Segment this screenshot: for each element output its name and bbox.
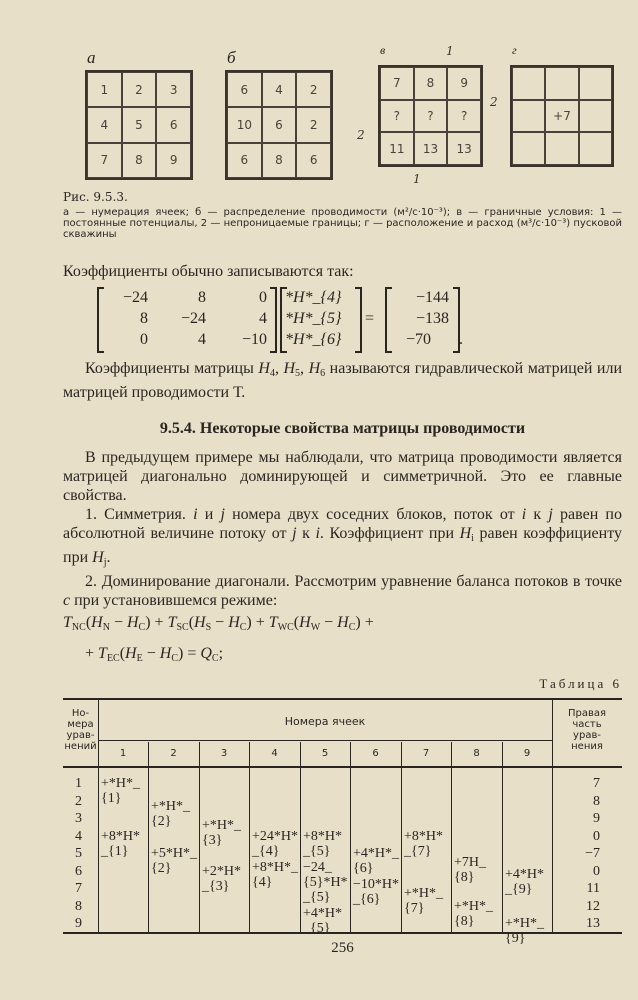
table-divider xyxy=(199,742,200,932)
grid-cell: ? xyxy=(414,100,448,133)
grid-cell: 10 xyxy=(227,107,262,142)
grid-cell: 6 xyxy=(262,107,297,142)
equation-line-2: + $T_{EC}(H_E - H_C) = Q_C$; xyxy=(85,645,224,664)
table-title: Таблица 6 xyxy=(539,676,622,691)
matrix-entry: −24 xyxy=(122,289,148,306)
grid-cell: 4 xyxy=(87,107,122,142)
table-entry: +8*H*_{4} xyxy=(252,859,299,890)
matrix-entry: −10 xyxy=(241,331,267,348)
equation-number: 6 xyxy=(75,863,82,879)
header-rhs: Правая часть урав- нения xyxy=(567,708,607,752)
cell-grid xyxy=(378,65,483,167)
equation-line-1: $T_{NC}(H_N - H_C) + T_{SC}(H_S - H_C) + T_{WC}(H_W - H_C)$ + xyxy=(63,614,374,633)
rhs-value: 11 xyxy=(586,881,600,896)
equation-number: 1 xyxy=(75,776,82,791)
grid-cell: 13 xyxy=(414,132,448,165)
grid-cell: 6 xyxy=(296,143,331,178)
rhs-value: 0 xyxy=(593,828,600,844)
grid-cell xyxy=(545,132,578,165)
paragraph-intro: Коэффициенты обычно записываются так: xyxy=(63,263,354,280)
rhs-entry: −138 xyxy=(415,310,449,327)
caption-text: а — нумерация ячеек; б — распределение проводимости (м²/с·10⁻³); в — граничные условия: 1 — постоянные потенциалы, 2 — непроницаемые границы; г — расположение и расход (м³/с·10⁻³) пусковой скважины xyxy=(63,207,622,240)
table-entry: +4*H*_{6} xyxy=(353,846,400,876)
equals-sign: = xyxy=(365,310,375,327)
period: . xyxy=(459,331,463,348)
matrix-entry: 8 xyxy=(140,310,148,327)
header-equation-numbers: Но- мера урав- нений xyxy=(64,708,97,752)
table-divider xyxy=(350,742,351,932)
boundary-marker: 2 xyxy=(357,128,365,142)
grid-cell: 6 xyxy=(227,72,262,107)
cell-number-header: 8 xyxy=(473,748,480,759)
vector-entry: *H*_{6} xyxy=(285,331,342,348)
table-entry: +5*H*_{2} xyxy=(151,846,198,876)
table-entry: +*H*_{2} xyxy=(151,798,191,829)
cell-number-header: 1 xyxy=(119,748,127,759)
page-body xyxy=(63,262,622,957)
header-cell-numbers: Номера ячеек xyxy=(284,715,366,728)
table-entry: +8*H*_{1} xyxy=(101,828,141,859)
page-number: 256 xyxy=(331,940,354,956)
grid-cell: 6 xyxy=(227,143,262,178)
table-entry: −10*H*_{6} xyxy=(353,877,400,907)
paragraph-diagonal: 2. Доминирование диагонали. Рассмотрим уравнение баланса потоков в точке c при установившемся режиме: xyxy=(63,573,622,609)
table-entry: +4*H*_{9} xyxy=(505,867,545,897)
table-divider xyxy=(249,742,250,932)
table-divider xyxy=(502,742,503,932)
grid-cell: 4 xyxy=(262,72,297,107)
grid-cell: +7 xyxy=(545,100,578,133)
grid-cell: 6 xyxy=(156,107,191,142)
cell-grid xyxy=(510,65,614,167)
rhs-value: 12 xyxy=(586,898,600,914)
figure-caption xyxy=(63,192,622,240)
rhs-value: −7 xyxy=(585,846,600,861)
matrix-entry: 0 xyxy=(259,289,267,306)
header-rule xyxy=(98,740,552,741)
table-divider xyxy=(148,742,149,932)
rhs-value: 8 xyxy=(593,793,600,809)
matrix-entry: −24 xyxy=(180,310,206,327)
matrix-entry: 4 xyxy=(198,331,206,348)
table-entry: −24_{5}*H*_{5} xyxy=(303,859,348,905)
section-heading: 9.5.4. Некоторые свойства матрицы проводимости xyxy=(159,420,526,437)
cell-number-header: 9 xyxy=(523,748,531,759)
table-entry: +*H*_{7} xyxy=(404,886,444,917)
equation-number: 3 xyxy=(75,811,82,826)
grid-cell: 13 xyxy=(447,132,481,165)
grid-cell xyxy=(579,100,612,133)
cell-number-header: 6 xyxy=(372,748,379,759)
rhs-entry: −70 xyxy=(405,331,431,348)
rhs-value: 13 xyxy=(586,916,600,931)
grid-cell xyxy=(579,67,612,100)
grid-cell: ? xyxy=(447,100,481,133)
grid-cell: 11 xyxy=(380,132,414,165)
equation-number: 5 xyxy=(75,846,82,861)
paragraph-matrix-note: Коэффициенты матрицы $H_4$, $H_5$, $H_6$ называются гидравлической матрицей или матрицей проводимости Т. xyxy=(63,360,623,401)
grid-cell xyxy=(512,67,545,100)
grid-cell: 8 xyxy=(262,143,297,178)
header-rule xyxy=(63,766,622,768)
grid-cell: 2 xyxy=(122,72,157,107)
table-6 xyxy=(63,698,622,946)
table-divider xyxy=(401,742,402,932)
cell-grid xyxy=(85,70,193,180)
bracket xyxy=(355,287,362,353)
grid-cell: 3 xyxy=(156,72,191,107)
equation-number: 2 xyxy=(75,793,82,809)
equation-number: 9 xyxy=(75,916,82,931)
equation-number: 4 xyxy=(75,828,82,844)
matrix-entry: 4 xyxy=(259,310,267,327)
table-entry: +7H_{8} xyxy=(454,854,487,885)
panel-label: г xyxy=(512,43,517,57)
table-entry: +4*H*_{5} xyxy=(303,905,343,936)
table-entry: +24*H*_{4} xyxy=(252,828,299,859)
rhs-entry: −144 xyxy=(415,289,449,306)
grid-cell: 5 xyxy=(122,107,157,142)
table-divider xyxy=(300,742,301,932)
paragraph-symmetry: 1. Симметрия. i и j номера двух соседних блоков, поток от i к j равен по абсолютной величине потоку от j к i. Коэффициент при $H_i$ равен коэффициенту при $H_j$. xyxy=(63,506,623,568)
cell-number-header: 4 xyxy=(271,748,278,759)
table-divider xyxy=(451,742,452,932)
grid-cell: ? xyxy=(380,100,414,133)
equation-number: 8 xyxy=(75,898,82,914)
table-entry: +8*H*_{5} xyxy=(303,828,343,859)
grid-cell xyxy=(579,132,612,165)
panel-label: а xyxy=(87,48,96,67)
matrix-equation xyxy=(63,287,622,359)
grid-cell: 1 xyxy=(87,72,122,107)
rhs-value: 7 xyxy=(593,776,600,791)
grid-cell: 2 xyxy=(296,107,331,142)
cell-grid xyxy=(225,70,333,180)
vector-entry: *H*_{4} xyxy=(285,289,342,306)
bracket xyxy=(270,287,277,353)
vector-entry: *H*_{5} xyxy=(285,310,342,327)
matrix-entry: 0 xyxy=(140,331,148,348)
panel-label: в xyxy=(380,43,386,57)
grid-cell xyxy=(512,132,545,165)
cell-number-header: 7 xyxy=(422,748,430,759)
boundary-marker: 1 xyxy=(446,44,454,58)
table-entry: +2*H*_{3} xyxy=(202,863,242,894)
equation-number: 7 xyxy=(75,881,82,896)
panel-label: б xyxy=(227,48,236,67)
rhs-value: 0 xyxy=(593,863,600,879)
grid-cell: 8 xyxy=(414,67,448,100)
table-divider xyxy=(98,700,99,932)
grid-cell: 7 xyxy=(87,143,122,178)
table-entry: +*H*_{8} xyxy=(454,898,494,929)
boundary-marker: 2 xyxy=(490,95,498,109)
cell-number-header: 2 xyxy=(170,748,177,759)
matrix-entry: 8 xyxy=(198,289,206,306)
table-entry: +8*H*_{7} xyxy=(404,828,444,859)
table-entry: +*H*_{3} xyxy=(202,818,242,848)
grid-cell: 9 xyxy=(156,143,191,178)
table-entry: +*H*_{1} xyxy=(101,776,141,806)
table-entry: +*H*_{9} xyxy=(505,916,545,946)
grid-cell xyxy=(545,67,578,100)
cell-number-header: 3 xyxy=(220,748,228,759)
grid-cell: 8 xyxy=(122,143,157,178)
grid-cell: 9 xyxy=(447,67,481,100)
grid-cell: 7 xyxy=(380,67,414,100)
grid-cell xyxy=(512,100,545,133)
caption-title: Рис. 9.5.3. xyxy=(63,190,128,204)
paragraph-properties: В предыдущем примере мы наблюдали, что матрица проводимости является матрицей диагонально доминирующей и симметричной. Это ее главные свойства. xyxy=(63,449,622,504)
cell-number-header: 5 xyxy=(321,748,329,759)
rhs-value: 9 xyxy=(593,811,600,826)
grid-cell: 2 xyxy=(296,72,331,107)
boundary-marker: 1 xyxy=(413,172,421,186)
